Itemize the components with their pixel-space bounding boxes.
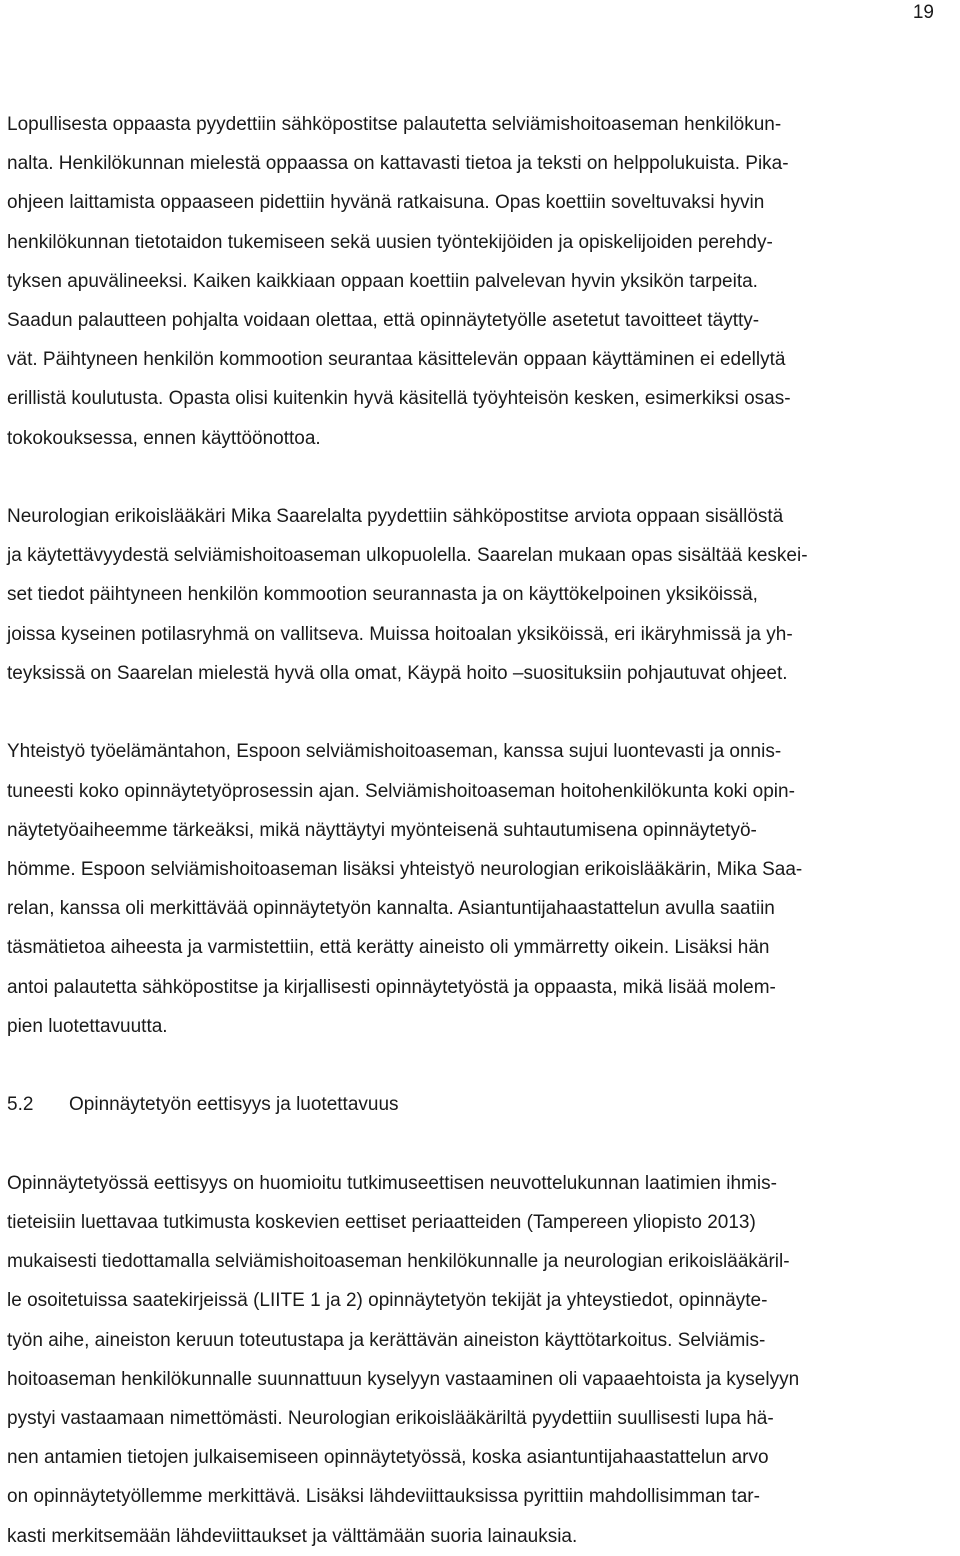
text-line: on opinnäytetyöllemme merkittävä. Lisäksi lähdeviittauksissa pyrittiin mahdollisimman tar- <box>7 1486 760 1508</box>
text-line: tieteisiin luettavaa tutkimusta koskevien eettiset periaatteiden (Tampereen yliopisto 2013) <box>7 1212 756 1234</box>
text-line: nalta. Henkilökunnan mielestä oppaassa on kattavasti tietoa ja teksti on helppolukuista. Pika- <box>7 153 789 175</box>
text-line: Opinnäytetyössä eettisyys on huomioitu tutkimuseettisen neuvottelukunnan laatimien ihmis- <box>7 1172 777 1194</box>
paragraph <box>7 105 951 458</box>
text-line: Saadun palautteen pohjalta voidaan olettaa, että opinnäytetyölle asetetut tavoitteet täytty- <box>7 309 760 331</box>
text-line: hoitoaseman henkilökunnalle suunnattuun kyselyyn vastaaminen oli vapaaehtoista ja kyselyyn <box>7 1368 800 1390</box>
page-number: 19 <box>912 2 934 23</box>
paragraph <box>7 1164 951 1556</box>
paragraph-spacer <box>7 1046 951 1085</box>
text-line: työn aihe, aineiston keruun toteutustapa ja kerättävän aineiston käyttötarkoitus. Selviämis- <box>7 1329 766 1351</box>
text-line: vät. Päihtyneen henkilön kommootion seurantaa käsittelevän oppaan käyttäminen ei edellytä <box>7 349 786 371</box>
text-line: tokokouksessa, ennen käyttöönottoa. <box>7 427 321 449</box>
text-line: relan, kanssa oli merkittävää opinnäytetyön kannalta. Asiantuntijahaastattelun avulla saatiin <box>7 898 775 920</box>
text-line: henkilökunnan tietotaidon tukemiseen sekä uusien työntekijöiden ja opiskelijoiden perehdy- <box>7 231 773 253</box>
text-line: nen antamien tietojen julkaisemiseen opinnäytetyössä, koska asiantuntijahaastattelun arvo <box>7 1447 769 1469</box>
text-line: teyksissä on Saarelan mielestä hyvä olla omat, Käypä hoito –suosituksiin pohjautuvat ohjeet. <box>7 662 788 684</box>
text-line: Neurologian erikoislääkäri Mika Saarelalta pyydettiin sähköpostitse arviota oppaan sisällöstä <box>7 506 784 528</box>
document-body <box>7 105 951 1556</box>
text-line: le osoitetuissa saatekirjeissä (LIITE 1 ja 2) opinnäytetyön tekijät ja yhteystiedot, opinnäyte- <box>7 1290 768 1312</box>
text-line: pystyi vastaamaan nimettömästi. Neurologian erikoislääkäriltä pyydettiin suullisesti lupa hä- <box>7 1408 774 1429</box>
text-line: set tiedot päihtyneen henkilön kommootion seurannasta ja on käyttökelpoinen yksiköissä, <box>7 584 758 606</box>
section-number: 5.2 <box>7 1094 34 1116</box>
text-line: hömme. Espoon selviämishoitoaseman lisäksi yhteistyö neurologian erikoislääkärin, Mika Saa- <box>7 858 803 880</box>
paragraph-spacer <box>7 1124 951 1163</box>
text-line: joissa kyseinen potilasryhmä on vallitseva. Muissa hoitoalan yksiköissä, eri ikäryhmissä ja yh- <box>7 623 793 645</box>
paragraph <box>7 497 951 693</box>
paragraph-spacer <box>7 693 951 732</box>
text-line: tuneesti koko opinnäytetyöprosessin ajan. Selviämishoitoaseman hoitohenkilökunta koki opin- <box>7 780 795 802</box>
text-line: antoi palautetta sähköpostitse ja kirjallisesti opinnäytetyöstä ja oppaasta, mikä lisää molem- <box>7 976 776 998</box>
section-heading <box>7 1085 951 1124</box>
paragraph-spacer <box>7 458 951 497</box>
text-line: näytetyöaiheemme tärkeäksi, mikä näyttäytyi myönteisenä suhtautumisena opinnäytetyö- <box>7 819 757 841</box>
text-line: mukaisesti tiedottamalla selviämishoitoaseman henkilökunnalle ja neurologian erikoislääkäril- <box>7 1251 790 1273</box>
paragraph <box>7 732 951 1046</box>
text-line: ja käytettävyydestä selviämishoitoaseman ulkopuolella. Saarelan mukaan opas sisältää keskei- <box>7 545 808 567</box>
text-line: tyksen apuvälineeksi. Kaiken kaikkiaan oppaan koettiin palvelevan hyvin yksikön tarpeita. <box>7 270 758 292</box>
text-line: Yhteistyö työelämäntahon, Espoon selviämishoitoaseman, kanssa sujui luontevasti ja onnis- <box>7 741 782 763</box>
text-line: pien luotettavuutta. <box>7 1015 168 1037</box>
text-line: ohjeen laittamista oppaaseen pidettiin hyvänä ratkaisuna. Opas koettiin soveltuvaksi hyvin <box>7 192 765 214</box>
section-title: Opinnäytetyön eettisyys ja luotettavuus <box>69 1094 399 1116</box>
text-line: erillistä koulutusta. Opasta olisi kuitenkin hyvä käsitellä työyhteisön kesken, esimerkiksi osas- <box>7 388 791 410</box>
text-line: kasti merkitsemään lähdeviittaukset ja välttämään suoria lainauksia. <box>7 1525 578 1547</box>
text-line: Lopullisesta oppaasta pyydettiin sähköpostitse palautetta selviämishoitoaseman henkilökun- <box>7 114 782 135</box>
text-line: täsmätietoa aiheesta ja varmistettiin, että kerätty aineisto oli ymmärretty oikein. Lisäksi hän <box>7 937 770 959</box>
